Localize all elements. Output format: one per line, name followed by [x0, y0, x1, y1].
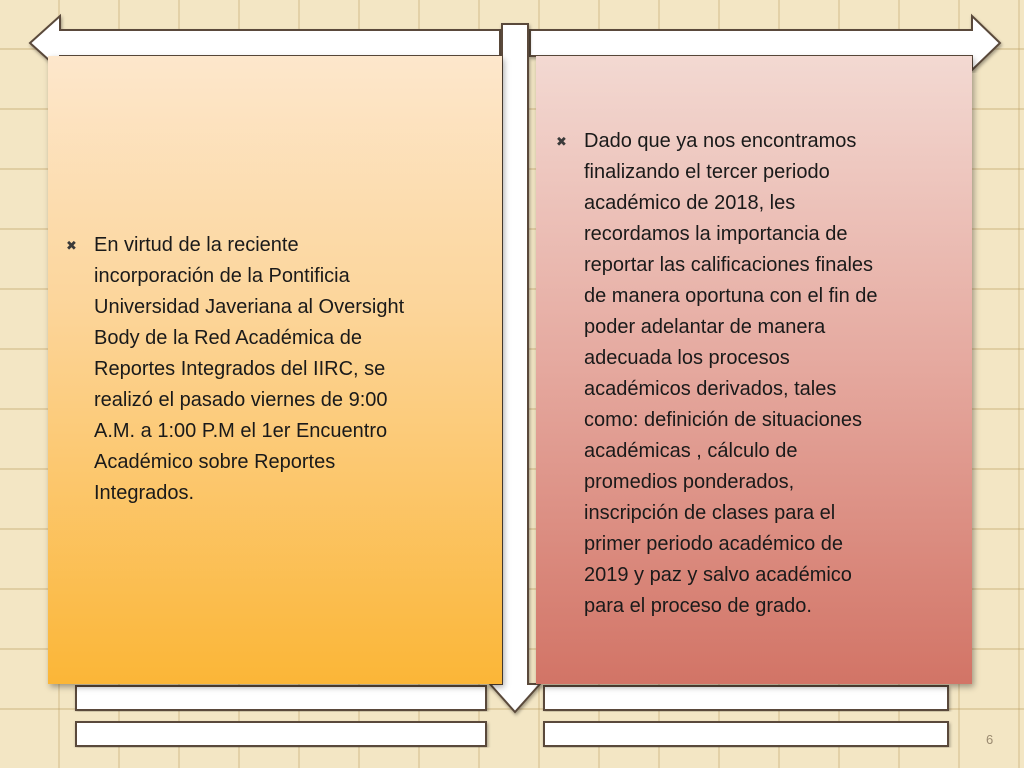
right-bullet-item: [548, 126, 960, 622]
left-bullet-item: [58, 230, 478, 509]
right-panel-text: Dado que ya nos encontramos finalizando el tercer periodo académico de 2018, les recordamos la importancia de reportar las calificaciones finales de manera oportuna con el fin de poder adelantar de manera adecuada los procesos académicos derivados, tales como: definición de situaciones académicas , cálculo de promedios ponderados, inscripción de clases para el primer periodo académico de 2019 y paz y salvo académico para el proceso de grado.: [584, 130, 878, 617]
bottom-box-left-2: [76, 722, 486, 746]
bullet-x-icon: ✖: [556, 134, 567, 149]
bottom-box-right-2: [544, 722, 948, 746]
bottom-box-right-1: [544, 686, 948, 710]
left-panel-text: En virtud de la reciente incorporación de la Pontificia Universidad Javeriana al Oversight Body de la Red Académica de Reportes Integrados del IIRC, se realizó el pasado viernes de 9:00 A.M. a 1:00 P.M el 1er Encuentro Académico sobre Reportes Integrados.: [94, 234, 405, 504]
bullet-x-icon: ✖: [66, 238, 77, 253]
page-number: 6: [986, 732, 994, 747]
bottom-box-left-1: [76, 686, 486, 710]
